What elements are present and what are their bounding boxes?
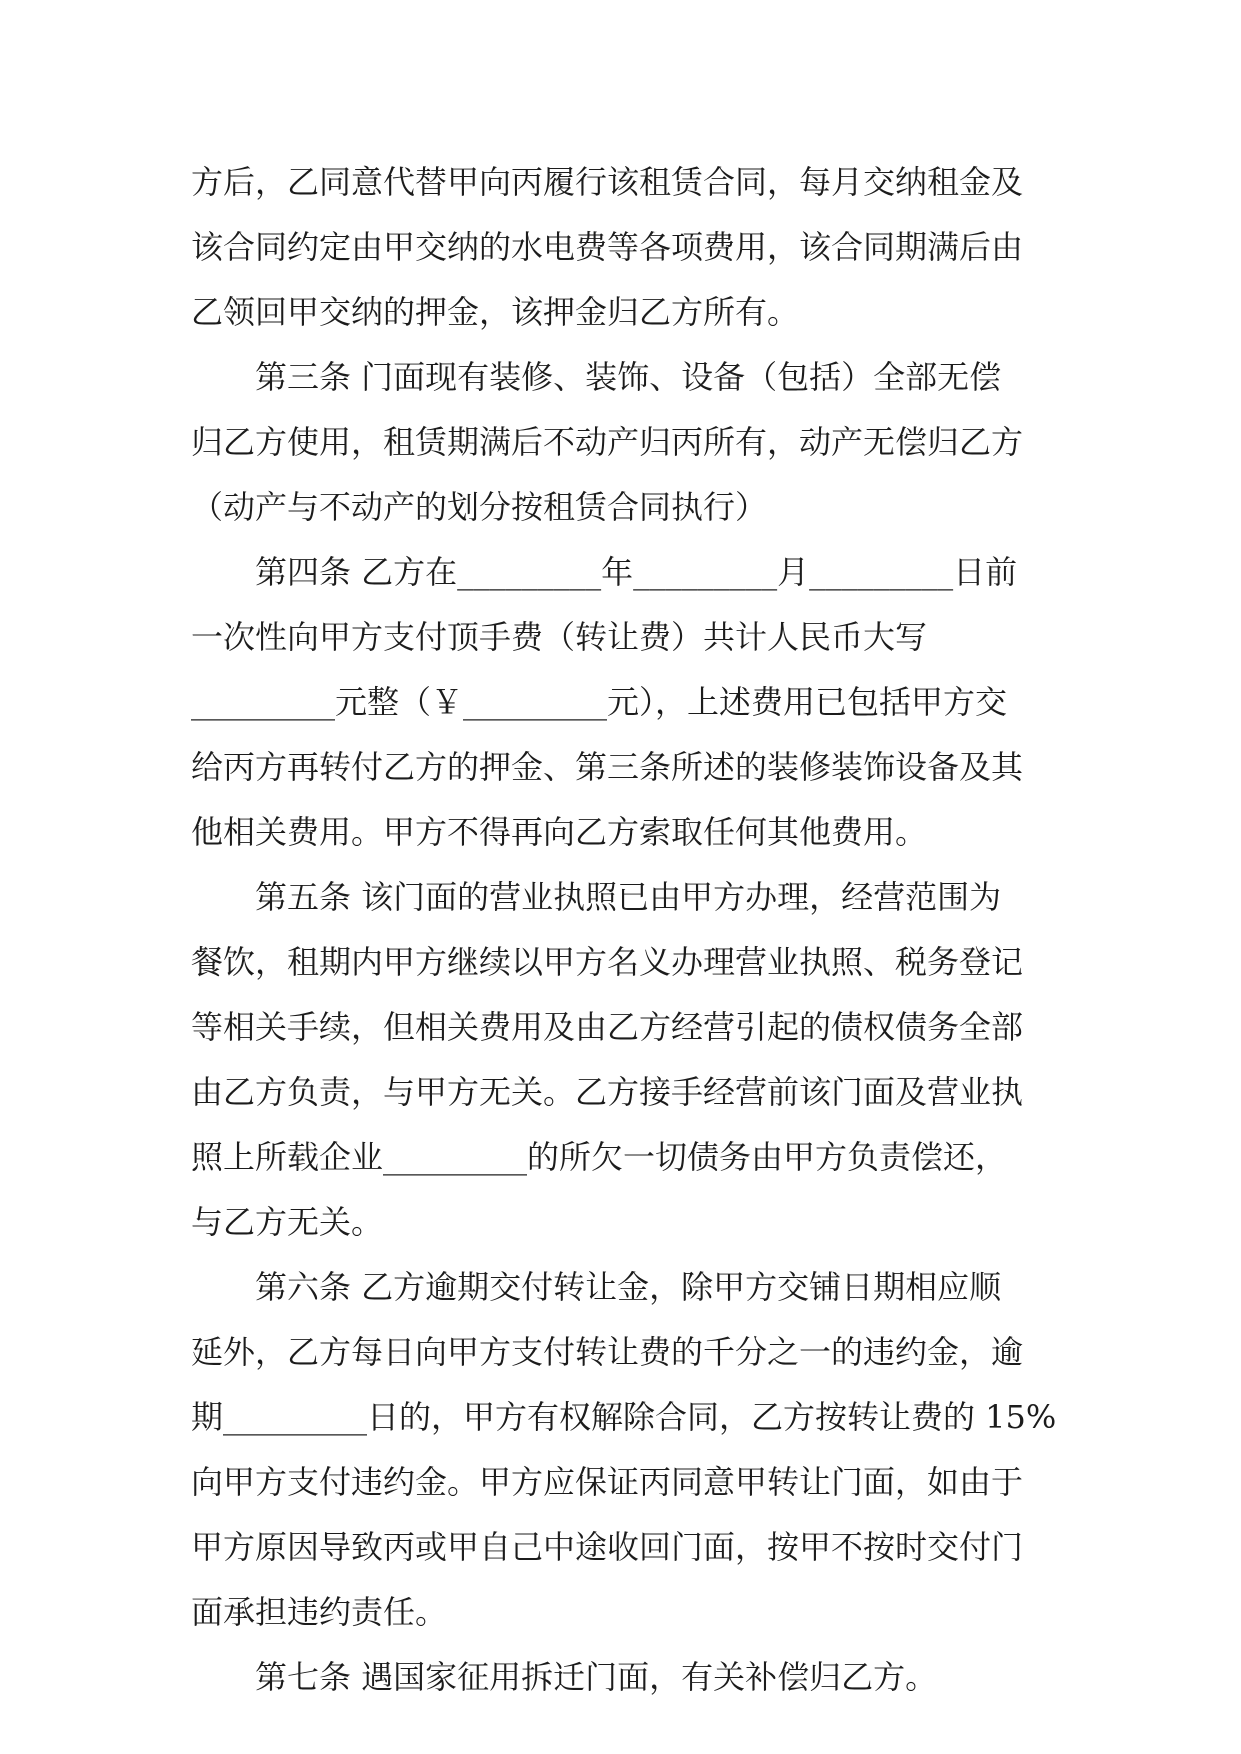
text-line: 甲方原因导致丙或甲自己中途收回门面，按甲不按时交付门 <box>191 1528 1024 1566</box>
text-line: 乙领回甲交纳的押金，该押金归乙方所有。 <box>191 293 800 331</box>
article-4-heading-line: 第四条 乙方在_________年_________月_________日前 <box>255 553 1018 591</box>
text-line: 给丙方再转付乙方的押金、第三条所述的装修装饰设备及其 <box>191 748 1024 786</box>
text-line: 归乙方使用，租赁期满后不动产归丙所有，动产无偿归乙方 <box>191 423 1024 461</box>
article-5-heading-line: 第五条 该门面的营业执照已由甲方办理，经营范围为 <box>255 878 1002 916</box>
article-6-heading-line: 第六条 乙方逾期交付转让金，除甲方交铺日期相应顺 <box>255 1268 1002 1306</box>
text-line: 期_________日的，甲方有权解除合同，乙方按转让费的 15% <box>191 1398 1057 1436</box>
text-line: 由乙方负责，与甲方无关。乙方接手经营前该门面及营业执 <box>191 1073 1024 1111</box>
text-line: 该合同约定由甲交纳的水电费等各项费用，该合同期满后由 <box>191 228 1024 266</box>
text-line: 他相关费用。甲方不得再向乙方索取任何其他费用。 <box>191 813 928 851</box>
text-line: 延外，乙方每日向甲方支付转让费的千分之一的违约金，逾 <box>191 1333 1024 1371</box>
text-line: 等相关手续，但相关费用及由乙方经营引起的债权债务全部 <box>191 1008 1024 1046</box>
text-line: 方后，乙同意代替甲向丙履行该租赁合同，每月交纳租金及 <box>191 163 1024 201</box>
text-line: 向甲方支付违约金。甲方应保证丙同意甲转让门面，如由于 <box>191 1463 1024 1501</box>
text-line: 一次性向甲方支付顶手费（转让费）共计人民币大写 <box>191 618 928 656</box>
text-line: _________元整（￥_________元），上述费用已包括甲方交 <box>191 683 1008 721</box>
text-line: 餐饮，租期内甲方继续以甲方名义办理营业执照、税务登记 <box>191 943 1024 981</box>
document-body <box>191 150 1057 1710</box>
text-line: （动产与不动产的划分按租赁合同执行） <box>191 488 768 526</box>
text-line: 与乙方无关。 <box>191 1203 384 1241</box>
article-7-heading-line: 第七条 遇国家征用拆迁门面，有关补偿归乙方。 <box>255 1658 938 1696</box>
article-3-heading-line: 第三条 门面现有装修、装饰、设备（包括）全部无偿 <box>255 358 1002 396</box>
text-line: 面承担违约责任。 <box>191 1593 448 1631</box>
text-line: 照上所载企业_________的所欠一切债务由甲方负责偿还， <box>191 1138 1008 1176</box>
